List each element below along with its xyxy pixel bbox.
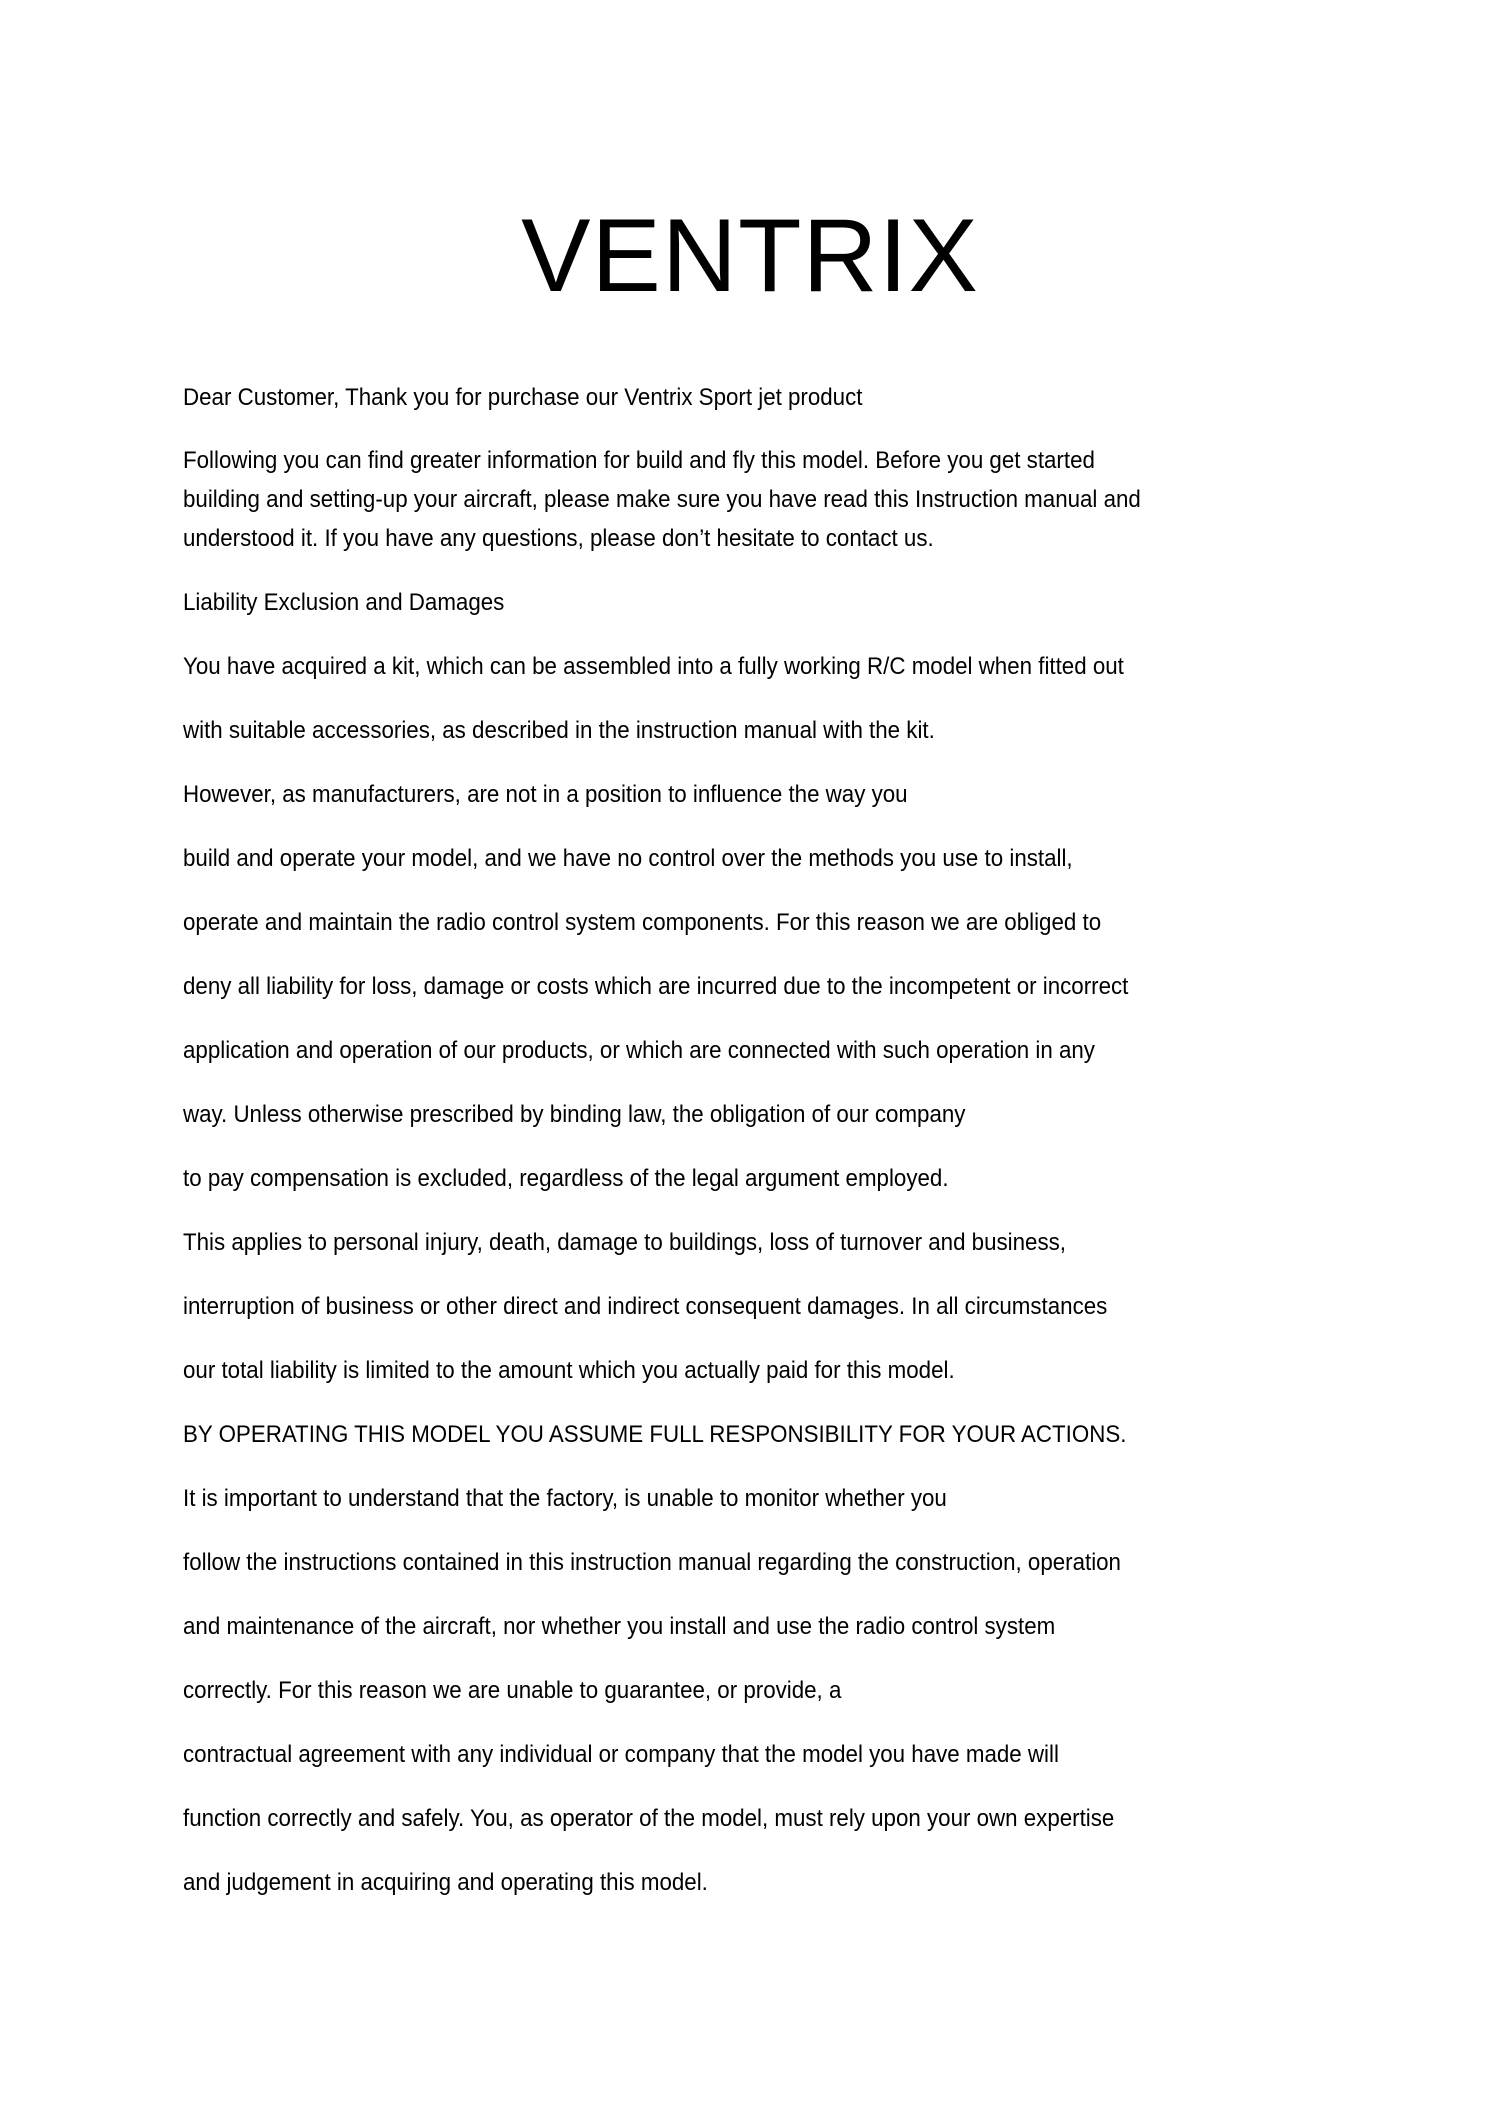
body-line: However, as manufacturers, are not in a position to influence the way you xyxy=(183,781,908,808)
intro-line-1: Following you can find greater information for build and fly this model. Before you get started xyxy=(183,447,1095,474)
body-line: contractual agreement with any individual or company that the model you have made will xyxy=(183,1741,1059,1768)
body-line: follow the instructions contained in this instruction manual regarding the construction, operation xyxy=(183,1549,1121,1576)
body-line: It is important to understand that the factory, is unable to monitor whether you xyxy=(183,1485,947,1512)
body-line: way. Unless otherwise prescribed by binding law, the obligation of our company xyxy=(183,1101,966,1128)
body-line: and judgement in acquiring and operating this model. xyxy=(183,1869,708,1896)
intro-line-2: building and setting-up your aircraft, please make sure you have read this Instruction manual and xyxy=(183,486,1141,513)
body-line: function correctly and safely. You, as operator of the model, must rely upon your own expertise xyxy=(183,1805,1115,1832)
intro-line-3: understood it. If you have any questions, please don’t hesitate to contact us. xyxy=(183,525,934,552)
body-line: You have acquired a kit, which can be assembled into a fully working R/C model when fitted out xyxy=(183,653,1124,680)
body-line: build and operate your model, and we have no control over the methods you use to install, xyxy=(183,845,1073,872)
body-line: interruption of business or other direct and indirect consequent damages. In all circumstances xyxy=(183,1293,1108,1320)
body-line: correctly. For this reason we are unable to guarantee, or provide, a xyxy=(183,1677,842,1704)
body-line: and maintenance of the aircraft, nor whether you install and use the radio control system xyxy=(183,1613,1056,1640)
body-line: This applies to personal injury, death, damage to buildings, loss of turnover and business, xyxy=(183,1229,1066,1256)
body-line: with suitable accessories, as described in the instruction manual with the kit. xyxy=(183,717,935,744)
body-line: to pay compensation is excluded, regardless of the legal argument employed. xyxy=(183,1165,949,1192)
body-line: our total liability is limited to the amount which you actually paid for this model. xyxy=(183,1357,955,1384)
greeting-line: Dear Customer, Thank you for purchase our Ventrix Sport jet product xyxy=(183,384,863,411)
document-title: VENTRIX xyxy=(521,198,979,314)
body-line: operate and maintain the radio control system components. For this reason we are obliged to xyxy=(183,909,1102,936)
section-heading-liability: Liability Exclusion and Damages xyxy=(183,589,505,616)
body-line: deny all liability for loss, damage or costs which are incurred due to the incompetent or incorrect xyxy=(183,973,1129,1000)
responsibility-warning: BY OPERATING THIS MODEL YOU ASSUME FULL RESPONSIBILITY FOR YOUR ACTIONS. xyxy=(183,1421,1127,1448)
body-line: application and operation of our products, or which are connected with such operation in any xyxy=(183,1037,1095,1064)
